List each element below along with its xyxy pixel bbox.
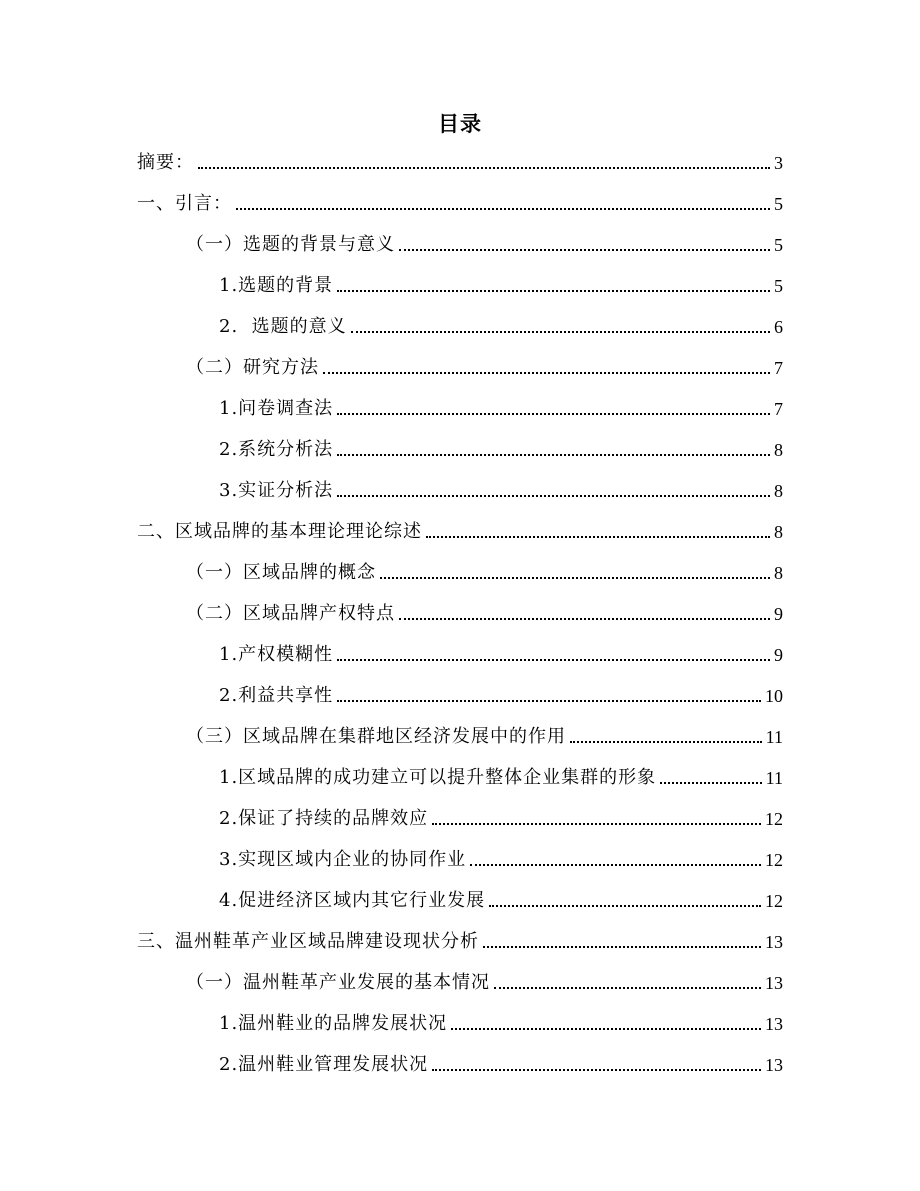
toc-entry-label: 3.实证分析法 — [219, 480, 334, 501]
toc-entry-label: 三、温州鞋革产业区域品牌建设现状分析 — [137, 931, 479, 952]
toc-entry-page: 12 — [765, 891, 783, 911]
toc-entry-label: （二）研究方法 — [186, 357, 319, 378]
toc-entry[interactable] — [186, 228, 783, 256]
toc-entry-label: （三）区域品牌在集群地区经济发展中的作用 — [186, 726, 566, 747]
dot-leader — [236, 208, 770, 210]
toc-entry-page: 11 — [765, 768, 783, 788]
toc-entry[interactable] — [219, 884, 783, 912]
toc-entry-page: 11 — [765, 727, 783, 747]
toc-entry-page: 6 — [774, 317, 783, 337]
dot-leader — [337, 290, 770, 292]
toc-entry-page: 13 — [765, 1014, 783, 1034]
dot-leader — [426, 536, 770, 538]
toc-entry-label: 3.实现区域内企业的协同作业 — [219, 849, 467, 870]
toc-entry[interactable] — [219, 310, 783, 338]
toc-entry-page: 9 — [774, 645, 783, 665]
dot-leader — [432, 1069, 761, 1071]
toc-entry-label: 1.区域品牌的成功建立可以提升整体企业集群的形象 — [219, 767, 657, 788]
toc-entry-page: 12 — [765, 809, 783, 829]
toc-entry-label: 摘要： — [137, 152, 194, 173]
dot-leader — [432, 823, 761, 825]
toc-title: 目录 — [438, 111, 482, 136]
toc-entry[interactable] — [137, 187, 783, 215]
toc-entry[interactable] — [186, 966, 783, 994]
toc-entry[interactable] — [137, 146, 783, 174]
toc-entry[interactable] — [219, 474, 783, 502]
toc-entry[interactable] — [186, 351, 783, 379]
toc-entry-page: 8 — [774, 440, 783, 460]
dot-leader — [451, 1028, 761, 1030]
toc-entry[interactable] — [219, 638, 783, 666]
toc-entry-label: 1.问卷调查法 — [219, 398, 334, 419]
dot-leader — [660, 782, 761, 784]
toc-entry-label: （一）温州鞋革产业发展的基本情况 — [186, 972, 490, 993]
toc-entry-page: 5 — [774, 276, 783, 296]
dot-leader — [337, 454, 770, 456]
toc-entry-label: 2.温州鞋业管理发展状况 — [219, 1054, 429, 1075]
toc-entry-label: 2.保证了持续的品牌效应 — [219, 808, 429, 829]
toc-entry-page: 8 — [774, 563, 783, 583]
toc-entry-label: 2. 选题的意义 — [219, 316, 347, 337]
toc-entry-page: 3 — [774, 153, 783, 173]
toc-entry-label: 二、区域品牌的基本理论理论综述 — [137, 521, 422, 542]
toc-entry-label: 2.系统分析法 — [219, 439, 334, 460]
toc-entry-label: 1.温州鞋业的品牌发展状况 — [219, 1013, 448, 1034]
toc-entry[interactable] — [186, 556, 783, 584]
dot-leader — [351, 331, 770, 333]
dot-leader — [470, 864, 761, 866]
toc-entry[interactable] — [219, 1048, 783, 1076]
toc-entry-page: 7 — [774, 358, 783, 378]
dot-leader — [399, 249, 770, 251]
dot-leader — [399, 618, 770, 620]
toc-entry[interactable] — [219, 392, 783, 420]
toc-entry-label: （一）区域品牌的概念 — [186, 562, 376, 583]
toc-entry-page: 10 — [765, 686, 783, 706]
toc-entry-page: 7 — [774, 399, 783, 419]
toc-entry[interactable] — [219, 679, 783, 707]
toc-entry[interactable] — [137, 515, 783, 543]
toc-entry[interactable] — [137, 925, 783, 953]
toc-entry-page: 8 — [774, 481, 783, 501]
dot-leader — [337, 413, 770, 415]
dot-leader — [337, 495, 770, 497]
toc-entry-page: 13 — [765, 932, 783, 952]
toc-entry[interactable] — [186, 720, 783, 748]
toc-entry-label: 一、引言： — [137, 193, 232, 214]
toc-entry-page: 13 — [765, 973, 783, 993]
dot-leader — [483, 946, 761, 948]
toc-entry[interactable] — [219, 843, 783, 871]
toc-entry-page: 5 — [774, 235, 783, 255]
toc-entry-page: 13 — [765, 1055, 783, 1075]
toc-entry[interactable] — [219, 269, 783, 297]
toc-entry-label: 2.利益共享性 — [219, 685, 334, 706]
dot-leader — [323, 372, 770, 374]
dot-leader — [494, 987, 761, 989]
dot-leader — [337, 659, 770, 661]
dot-leader — [337, 700, 761, 702]
dot-leader — [198, 167, 770, 169]
toc-entry-label: 1.选题的背景 — [219, 275, 334, 296]
toc-entry[interactable] — [219, 802, 783, 830]
toc-entry-label: （二）区域品牌产权特点 — [186, 603, 395, 624]
toc-entry-page: 12 — [765, 850, 783, 870]
dot-leader — [380, 577, 770, 579]
dot-leader — [570, 741, 762, 743]
toc-entry[interactable] — [219, 433, 783, 461]
dot-leader — [489, 905, 761, 907]
toc-entry[interactable] — [219, 761, 783, 789]
toc-entry-label: 1.产权模糊性 — [219, 644, 334, 665]
toc-entry[interactable] — [219, 1007, 783, 1035]
toc-entry-page: 5 — [774, 194, 783, 214]
toc-entry[interactable] — [186, 597, 783, 625]
toc-entry-page: 9 — [774, 604, 783, 624]
toc-entry-page: 8 — [774, 522, 783, 542]
toc-entry-label: （一）选题的背景与意义 — [186, 234, 395, 255]
toc-entry-label: 4.促进经济区域内其它行业发展 — [219, 890, 486, 911]
